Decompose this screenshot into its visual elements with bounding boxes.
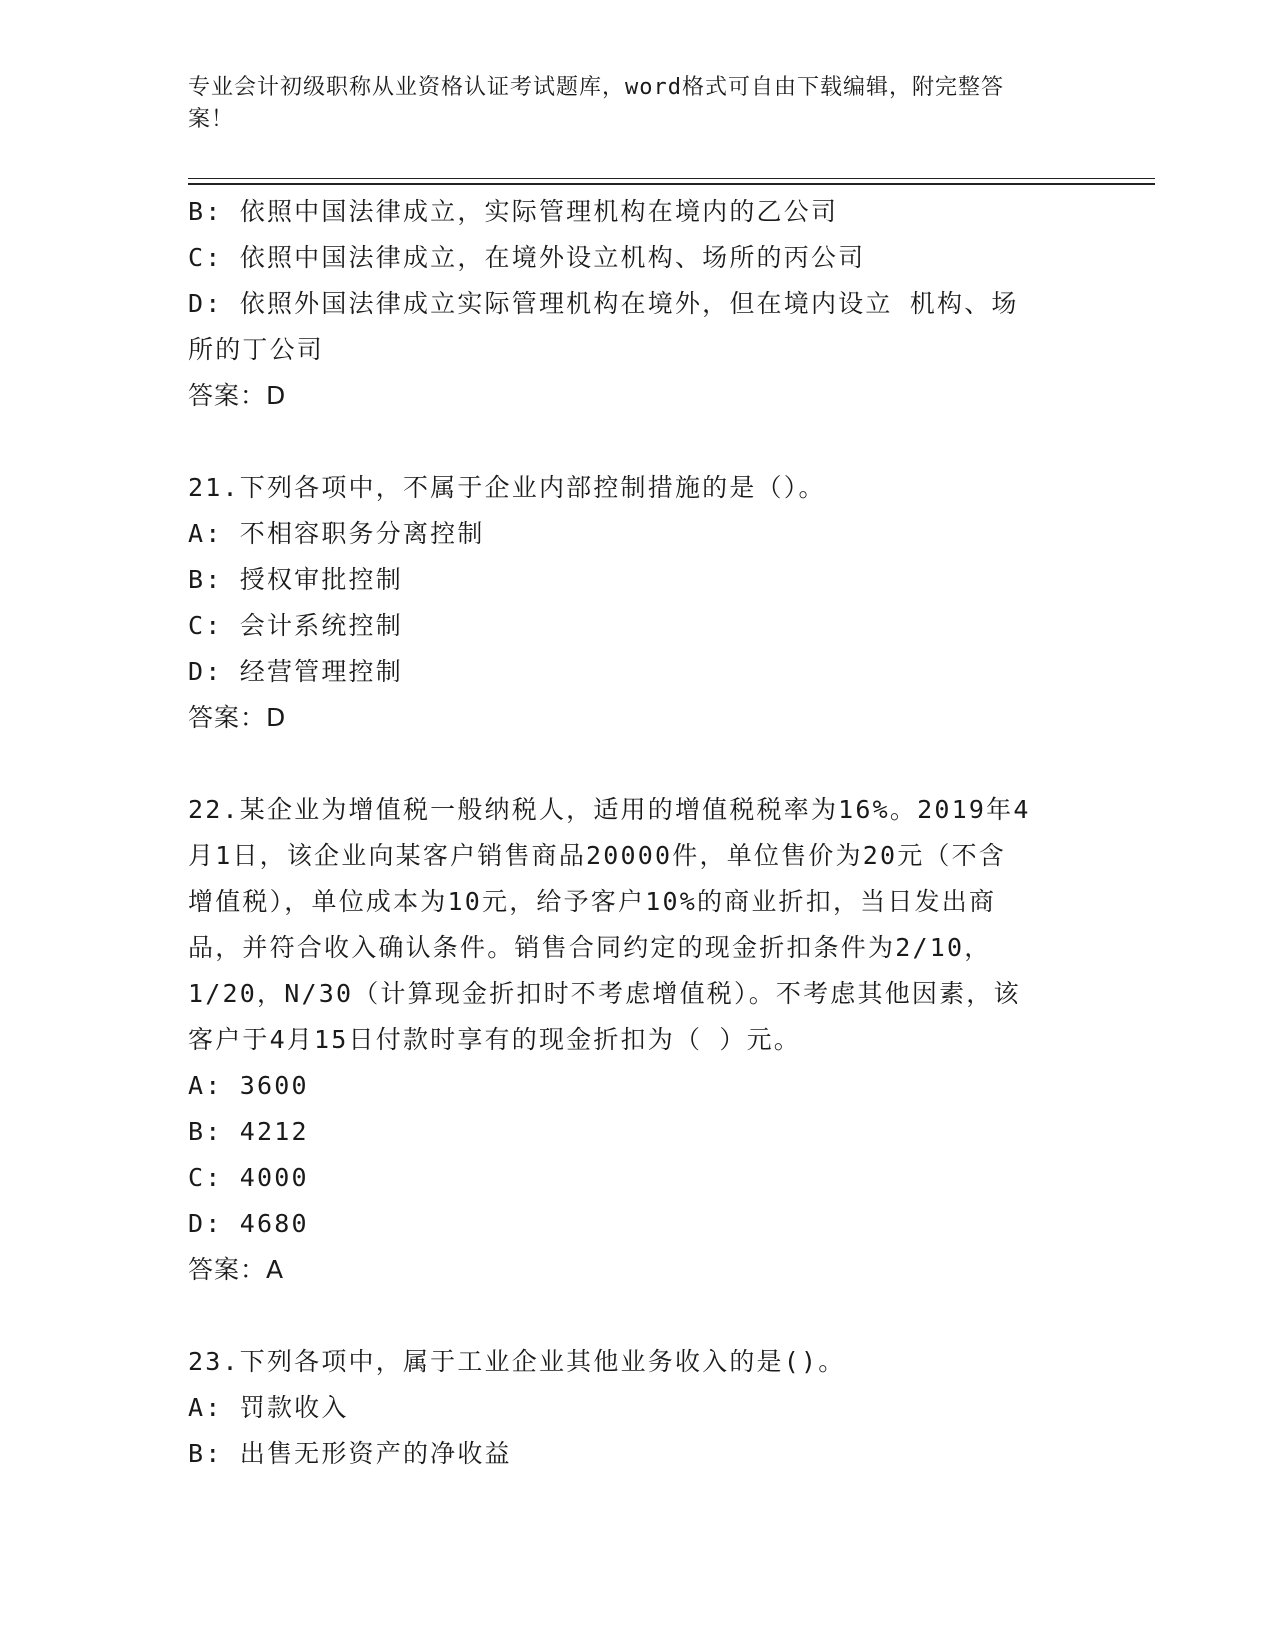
spacer — [188, 1293, 1068, 1339]
document-body — [188, 189, 1068, 1477]
header-line-2: 案！ — [188, 107, 235, 132]
q22-option-b: B: 4212 — [188, 1117, 309, 1146]
header-rule-thick — [188, 183, 1155, 185]
q20-option-d-line-2: 所的丁公司 — [188, 335, 325, 364]
spacer — [188, 741, 1068, 787]
q22-option-c: C: 4000 — [188, 1163, 309, 1192]
q20-answer: 答案：D — [188, 381, 287, 410]
q22-option-a: A: 3600 — [188, 1071, 309, 1100]
question-21 — [188, 465, 1068, 741]
question-22 — [188, 787, 1068, 1293]
q21-answer: 答案：D — [188, 703, 287, 732]
q23-option-b: B: 出售无形资产的净收益 — [188, 1439, 512, 1468]
q22-stem-line-2: 月1日，该企业向某客户销售商品20000件，单位售价为20元（不含 — [188, 841, 1007, 870]
q21-option-c: C: 会计系统控制 — [188, 611, 403, 640]
spacer — [188, 419, 1068, 465]
q22-stem-line-3: 增值税），单位成本为10元，给予客户10%的商业折扣，当日发出商 — [188, 887, 997, 916]
q22-stem-line-5: 1/20，N/30（计算现金折扣时不考虑增值税）。不考虑其他因素，该 — [188, 979, 1021, 1008]
header-rule-thin — [188, 178, 1155, 179]
q21-option-b: B: 授权审批控制 — [188, 565, 403, 594]
header-line-1: 专业会计初级职称从业资格认证考试题库，word格式可自由下载编辑，附完整答 — [188, 75, 1004, 100]
q23-stem: 23.下列各项中，属于工业企业其他业务收入的是()。 — [188, 1347, 846, 1376]
q21-stem: 21.下列各项中，不属于企业内部控制措施的是（）。 — [188, 473, 826, 502]
q20-option-d-line-1: D: 依照外国法律成立实际管理机构在境外，但在境内设立 机构、场 — [188, 289, 1019, 318]
document-header — [188, 72, 1068, 136]
q20-option-b: B: 依照中国法律成立，实际管理机构在境内的乙公司 — [188, 197, 839, 226]
q23-option-a: A: 罚款收入 — [188, 1393, 349, 1422]
q21-option-a: A: 不相容职务分离控制 — [188, 519, 485, 548]
q22-stem-line-4: 品，并符合收入确认条件。销售合同约定的现金折扣条件为2/10， — [188, 933, 992, 962]
question-23 — [188, 1339, 1068, 1477]
q22-stem-line-6: 客户于4月15日付款时享有的现金折扣为（ ）元。 — [188, 1025, 802, 1054]
q20-option-c: C: 依照中国法律成立，在境外设立机构、场所的丙公司 — [188, 243, 866, 272]
q22-answer: 答案：A — [188, 1255, 285, 1284]
q22-stem-line-1: 22.某企业为增值税一般纳税人，适用的增值税税率为16%。2019年4 — [188, 795, 1031, 824]
q21-option-d: D: 经营管理控制 — [188, 657, 403, 686]
q22-option-d: D: 4680 — [188, 1209, 309, 1238]
question-20-tail — [188, 189, 1068, 419]
